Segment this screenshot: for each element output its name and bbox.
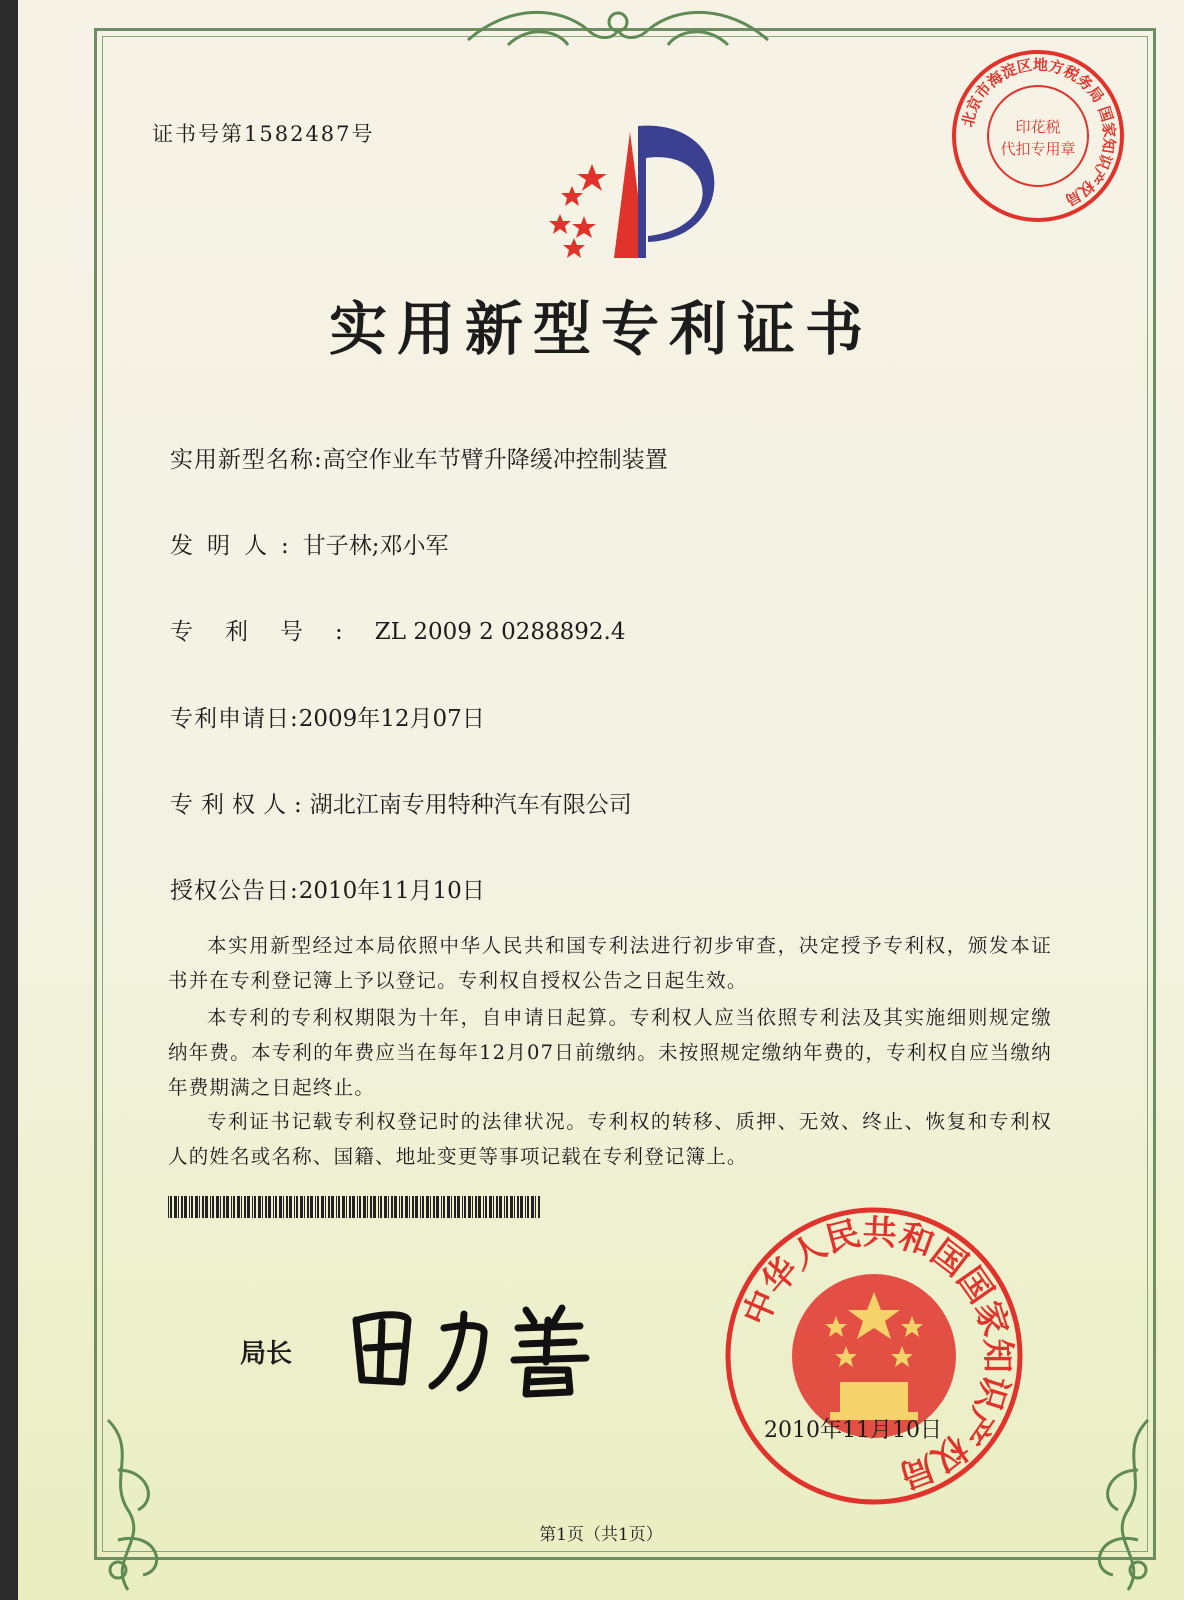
field-patent-number [170, 613, 625, 646]
field-utility-model-name [170, 441, 668, 474]
body-paragraph-1: 本实用新型经过本局依照中华人民共和国专利法进行初步审查，决定授予专利权，颁发本证书并在专利登记簿上予以登记。专利权自授权公告之日起生效。 [168, 934, 1052, 992]
field-value: 2009年12月07日 [298, 706, 485, 732]
body-paragraph-3: 专利证书记载专利权登记时的法律状况。专利权的转移、质押、无效、终止、恢复和专利权人的姓名或名称、国籍、地址变更等事项记载在专利登记簿上。 [168, 1110, 1052, 1168]
field-label: 专利申请日: [170, 706, 299, 732]
field-label: 专利权人: [170, 792, 310, 818]
field-value: 甘子林;邓小军 [302, 533, 449, 559]
certificate-paper [18, 0, 1184, 1600]
barcode-icon [168, 1196, 542, 1218]
field-value: 高空作业车节臂升降缓冲控制装置 [322, 447, 668, 473]
director-label: 局长 [240, 1339, 293, 1369]
official-seal-icon [724, 1206, 1024, 1506]
tax-stamp-icon [950, 48, 1126, 224]
body-paragraph-2: 本专利的专利权期限为十年，自申请日起算。专利权人应当依照专利法及其实施细则规定缴纳年费。本专利的年费应当在每年12月07日前缴纳。未按照规定缴纳年费的，专利权自应当缴纳年费期满之日起终止。 [168, 1006, 1052, 1099]
field-value: ZL 2009 2 0288892.4 [374, 619, 626, 645]
field-value: 2010年11月10日 [298, 878, 485, 904]
field-label: 发明人: [170, 533, 303, 559]
field-patentee [170, 786, 632, 819]
field-value: 湖北江南专用特种汽车有限公司 [309, 792, 632, 818]
field-inventor [170, 527, 449, 560]
top-ornament-icon [448, 0, 788, 60]
field-grant-date [170, 872, 485, 905]
director-signature-icon [336, 1290, 616, 1400]
tax-stamp-center-2: 代扣专用章 [1000, 140, 1076, 158]
cnipa-logo-icon [526, 118, 736, 268]
seal-date: 2010年11月10日 [764, 1418, 942, 1443]
corner-ornament-br-icon [1058, 1410, 1168, 1600]
page-footer: 第1页（共1页） [539, 1525, 663, 1545]
field-label: 授权公告日: [170, 878, 299, 904]
certificate-title: 实用新型专利证书 [328, 295, 873, 363]
field-label: 实用新型名称: [170, 447, 323, 473]
corner-ornament-bl-icon [88, 1410, 198, 1600]
tax-stamp-ring-text: 北京市海淀区地方税务局 国家知识产权局 [958, 55, 1119, 210]
field-label: 专利号: [170, 619, 375, 645]
seal-ring-text: 中华人民共和国国家知识产权局 [735, 1212, 1018, 1496]
field-application-date [170, 700, 485, 733]
tax-stamp-center-1: 印花税 [1015, 118, 1061, 136]
certificate-number: 证书号第1582487号 [152, 122, 375, 146]
